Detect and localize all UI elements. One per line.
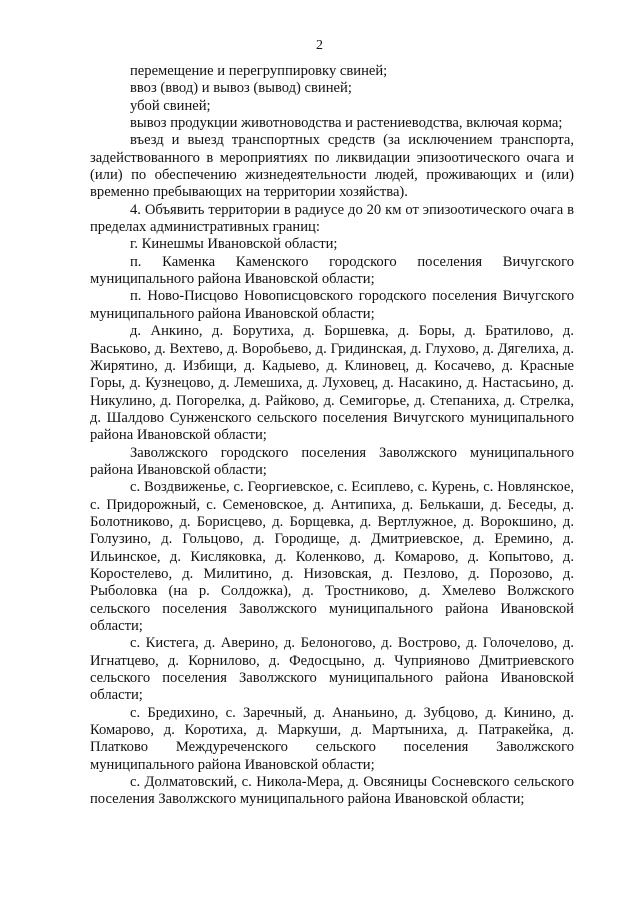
paragraph-11: Заволжского городского поселения Заволжского муниципального района Ивановской области; <box>90 444 574 478</box>
paragraph-3: убой свиней; <box>130 97 211 114</box>
paragraph-15: с. Долматовский, с. Никола-Мера, д. Овсяницы Сосневского сельского поселения Заволжского муниципального района Ивановской области; <box>90 774 574 808</box>
document-body <box>90 63 574 809</box>
paragraph-8: п. Каменка Каменского городского поселения Вичугского муниципального района Ивановской области; <box>90 253 574 288</box>
paragraph-2: ввоз (ввод) и вывоз (вывод) свиней; <box>130 80 352 97</box>
paragraph-9: п. Ново-Писцово Новописцовского городского поселения Вичугского муниципального района Ивановской области; <box>90 288 574 322</box>
paragraph-10: д. Анкино, д. Борутиха, д. Боршевка, д. Боры, д. Братилово, д. Васьково, д. Вехтево, д. Воробьево, д. Гридинская, д. Глухово, д. Дягелиха, д. Жирятино, д. Избищи, д. Кадыево, д. Клиновец, д. Косачево, д. Красные Горы, д. Кузнецово, д. Лемешиха, д. Луховец, д. Насакино, д. Настасьино, д. Никулино, д. Погорелка, д. Райково, д. Семигорье, д. Степаниха, д. Стрелка, д. Шалдово Сунженского сельского поселения Вичугского муниципального района Ивановской области; <box>90 323 574 444</box>
page-number: 2 <box>316 38 323 53</box>
paragraph-5: въезд и выезд транспортных средств (за исключением транспорта, задействованного в мероприятиях по ликвидации эпизоотического очага и (или) по обеспечению жизнедеятельности людей, проживающих и (или) временно пребывающих на территории хозяйства). <box>90 132 574 201</box>
paragraph-6: 4. Объявить территории в радиусе до 20 км от эпизоотического очага в пределах административных границ: <box>90 201 574 236</box>
paragraph-7: г. Кинешмы Ивановской области; <box>130 236 338 253</box>
paragraph-14: с. Бредихино, с. Заречный, д. Ананьино, д. Зубцово, д. Кинино, д. Комарово, д. Коротиха, д. Маркуши, д. Мартыниха, д. Патракейка, д. Платково Междуреченского сельского поселения Заволжского муниципального района Ивановской области; <box>90 704 574 773</box>
paragraph-1: перемещение и перегруппировку свиней; <box>130 63 388 79</box>
paragraph-12: с. Воздвиженье, с. Георгиевское, с. Есиплево, с. Курень, с. Новлянское, с. Придорожный, с. Семеновское, д. Антипиха, д. Белькаши, д. Беседы, д. Болотниково, д. Борисцево, д. Борщевка, д. Вертлужное, д. Ворокшино, д. Голузино, д. Гольцово, д. Городище, д. Дмитриевское, д. Еремино, д. Ильинское, д. Кисляковка, д. Коленково, д. Комарово, д. Копытово, д. Коростелево, д. Милитино, д. Низовская, д. Пезлово, д. Порозово, д. Рыболовка (на р. Солдожка), д. Тростниково, д. Хмелево Волжского сельского поселения Заволжского муниципального района Ивановской области; <box>90 479 574 634</box>
paragraph-13: с. Кистега, д. Аверино, д. Белоногово, д. Вострово, д. Голочелово, д. Игнатцево, д. Корнилово, д. Федосцыно, д. Чуприяново Дмитриевского сельского поселения Заволжского муниципального района Ивановской области; <box>90 635 574 704</box>
paragraph-4: вывоз продукции животноводства и растениеводства, включая корма; <box>130 115 563 132</box>
